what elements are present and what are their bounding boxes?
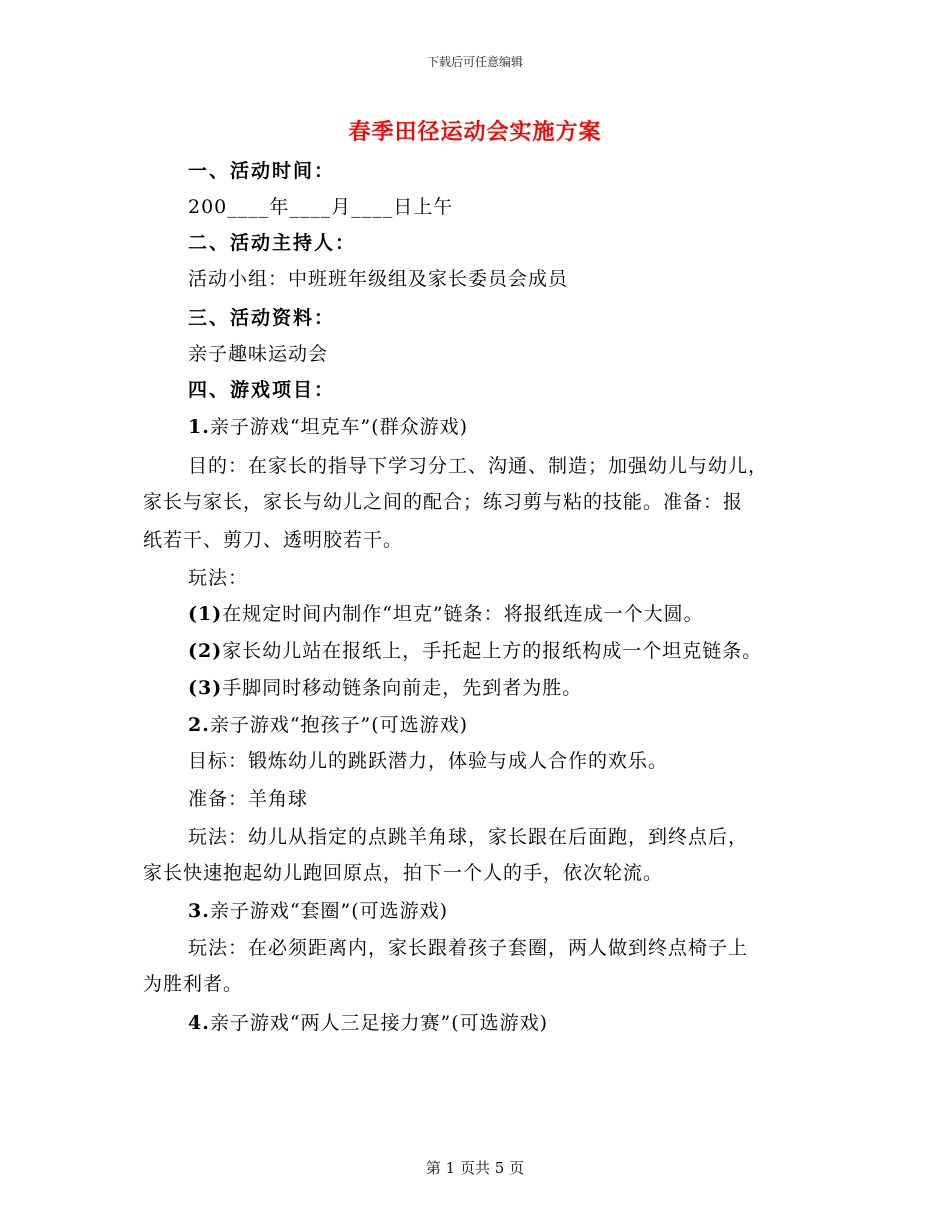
- game2-goal: 目标：锻炼幼儿的跳跃潜力，体验与成人合作的欢乐。: [188, 750, 669, 772]
- game1-step2: [188, 638, 762, 664]
- document-title: 春季田径运动会实施方案: [348, 119, 602, 145]
- game1-purpose-line3: 纸若干、剪刀、透明胶若干。: [143, 529, 404, 551]
- section-body-materials: 亲子趣味运动会: [188, 343, 329, 365]
- section-heading-materials: 三、活动资料：: [188, 307, 336, 329]
- step1-text: 在规定时间内制作“坦克”链条：将报纸连成一个大圆。: [222, 603, 704, 625]
- step2-number: (2): [188, 640, 223, 662]
- game2-prep: 准备：羊角球: [188, 788, 309, 810]
- game1-title: 亲子游戏“坦克车”(群众游戏): [209, 416, 469, 438]
- game1-purpose-line1: 目的：在家长的指导下学习分工、沟通、制造；加强幼儿与幼儿，: [188, 455, 769, 477]
- game2-title: 亲子游戏“抱孩子”(可选游戏): [209, 714, 469, 736]
- game1-title-line: [188, 414, 468, 440]
- game3-title-line: [188, 898, 448, 924]
- game4-title: 亲子游戏“两人三足接力赛”(可选游戏): [209, 1012, 549, 1034]
- game2-play-line1: 玩法：幼儿从指定的点跳羊角球，家长跟在后面跑，到终点后，: [188, 826, 749, 848]
- game1-number: 1.: [188, 416, 210, 438]
- game3-title: 亲子游戏“套圈”(可选游戏): [209, 900, 449, 922]
- game3-number: 3.: [188, 900, 210, 922]
- game3-play-line2: 为胜利者。: [143, 973, 244, 995]
- section-heading-time: 一、活动时间：: [188, 160, 336, 182]
- section-body-host: 活动小组：中班班年级组及家长委员会成员: [188, 268, 569, 290]
- game4-title-line: [188, 1010, 548, 1036]
- game1-purpose-line2: 家长与家长，家长与幼儿之间的配合；练习剪与粘的技能。准备：报: [143, 491, 744, 513]
- step1-number: (1): [188, 603, 223, 625]
- section-body-time: 200____年____月____日上午: [188, 196, 454, 218]
- game2-title-line: [188, 712, 468, 738]
- step3-text: 手脚同时移动链条向前走，先到者为胜。: [222, 677, 583, 699]
- step3-number: (3): [188, 677, 223, 699]
- game1-step1: [188, 601, 704, 627]
- page-header: 下载后可任意编辑: [426, 55, 523, 69]
- game2-number: 2.: [188, 714, 210, 736]
- section-heading-host: 二、活动主持人：: [188, 232, 357, 254]
- step2-text: 家长幼儿站在报纸上，手托起上方的报纸构成一个坦克链条。: [222, 640, 763, 662]
- game1-step3: [188, 675, 582, 701]
- page-footer: 第 1 页共 5 页: [425, 1159, 525, 1177]
- game3-play-line1: 玩法：在必须距离内，家长跟着孩子套圈，两人做到终点椅子上: [188, 937, 749, 959]
- section-heading-games: 四、游戏项目：: [188, 379, 336, 401]
- game2-play-line2: 家长快速抱起幼儿跑回原点，拍下一个人的手，依次轮流。: [143, 862, 664, 884]
- game1-play-label: 玩法：: [188, 567, 249, 589]
- game4-number: 4.: [188, 1012, 210, 1034]
